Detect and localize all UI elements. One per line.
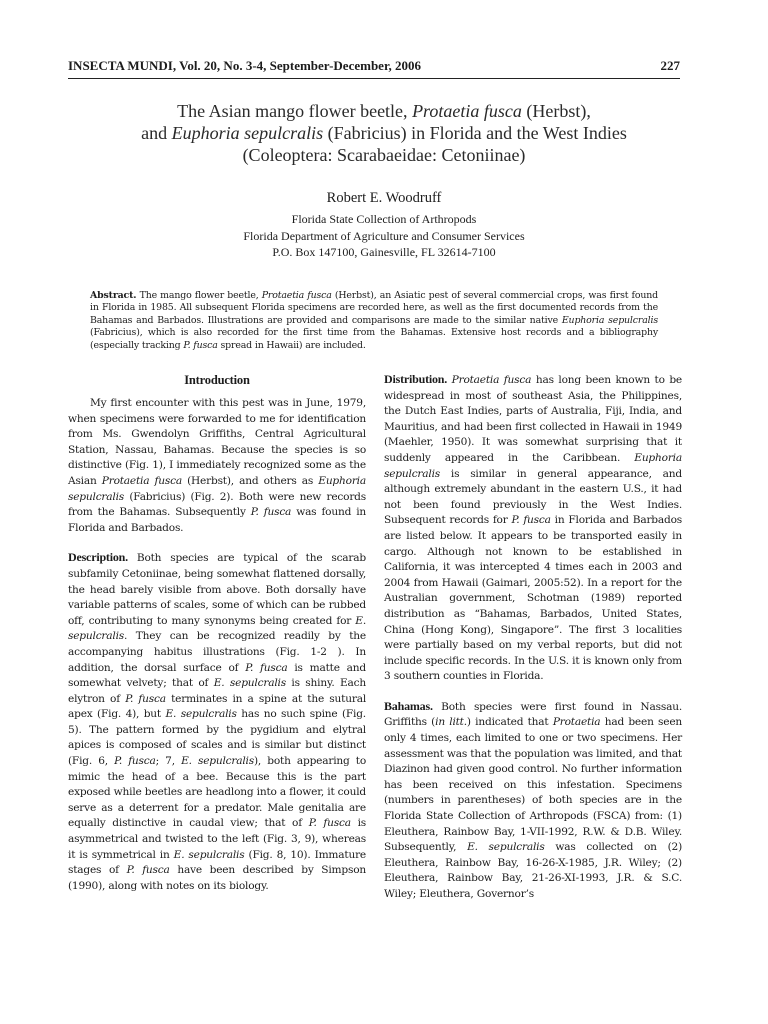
description-paragraph: Description. Both species are typical of the scarab subfamily Cetoniinae, being somewhat flattened dorsally, the head barely visible from above. Both dorsally have variable patterns of scales, some of which can be rubbed off, contributing to many synonyms being created for E. sepulcralis. They can be recognized readily by the accompanying habitus illustrations (Fig. 1-2 ). In addition, the dorsal surface of P. fusca is matte and somewhat velvety; that of E. sepulcralis is shiny. Each elytron of P. fusca terminates in a spine at the sutural apex (Fig. 4), but E. sepulcralis has no such spine (Fig. 5). The pattern formed by the pygidium and elytral apices is composed of scales and is similar but distinct (Fig. 6, P. fusca; 7, E. sepulcralis), both appearing to mimic the head of a bee. Because this is the part exposed while beetles are headlong into a flower, it could serve as a deterrent for a predator. Male genitalia are equally distinctive in caudal view; that of P. fusca is asymmetrical and twisted to the left (Fig. 3, 9), whereas it is symmetrical in E. sepulcralis (Fig. 8, 10). Immature stages of P. fusca have been described by Simpson (1990), along with notes on its biology. (68, 550, 367, 892)
title-line-3: (Coleoptera: Scarabaeidae: Cetoniinae) (242, 145, 526, 165)
affiliation-line-1: Florida State Collection of Arthropods (291, 212, 477, 226)
title-line-2: and Euphoria sepulcralis (Fabricius) in Florida and the West Indies (141, 123, 627, 143)
abstract-label: Abstract. (90, 290, 137, 301)
right-column (384, 372, 682, 903)
left-column (68, 372, 366, 894)
title-line-1: The Asian mango flower beetle, Protaetia fusca (Herbst), (177, 101, 591, 121)
introduction-heading: Introduction (184, 373, 250, 387)
bahamas-label: Bahamas. (384, 698, 433, 713)
introduction-paragraph: My first encounter with this pest was in June, 1979, when specimens were forwarded to me for identification from Ms. Gwendolyn Griffiths, Central Agricultural Station, Nassau, Bahamas. Because the species is so distinctive (Fig. 1), I immediately recognized some as the Asian Protaetia fusca (Herbst), and others as Euphoria sepulcralis (Fabricius) (Fig. 2). Both were new records from the Bahamas. Subsequently P. fusca was found in Florida and Barbados. (68, 397, 367, 534)
running-header (68, 58, 680, 79)
affiliation-line-3: P.O. Box 147100, Gainesville, FL 32614-7100 (272, 245, 496, 259)
distribution-label: Distribution. (384, 372, 448, 386)
author-name: Robert E. Woodruff (326, 190, 442, 206)
journal-citation: INSECTA MUNDI, Vol. 20, No. 3-4, September-December, 2006 (68, 58, 422, 73)
article-title (60, 100, 708, 166)
bahamas-paragraph: Bahamas. Both species were first found in Nassau. Griffiths (in litt.) indicated that Protaetia had been seen only 4 times, each limited to one or two specimens. Her assessment was that the population was limited, and that Diazinon had given good control. No further information has been received on this infestation. Specimens (numbers in parentheses) of both species are in the Florida State Collection of Arthropods (FSCA) from: (1) Eleuthera, Rainbow Bay, 1-VII-1992, R.W. & D.B. Wiley. Subsequently, E. sepulcralis was collected on (2) Eleuthera, Rainbow Bay, 16-26-X-1985, J.R. Wiley; (2) Eleuthera, Rainbow Bay, 21-26-XI-1993, J.R. & S.C. Wiley; Eleuthera, Governor’s (384, 698, 683, 900)
author-affiliation (60, 211, 708, 261)
page-number: 227 (660, 58, 680, 73)
distribution-paragraph: Distribution. Protaetia fusca has long been known to be widespread in most of southeast Asia, the Philippines, the Dutch East Indies, parts of Australia, Fiji, India, and Mauritius, and had been first collected in Hawaii in 1949 (Maehler, 1950). It was somewhat surprising that it suddenly appeared in the Caribbean. Euphoria sepulcralis is similar in general appearance, and although extremely abundant in the eastern U.S., it had not been found previously in the West Indies. Subsequent records for P. fusca in Florida and Barbados are listed below. It appears to be transported easily in cargo. Although not known to be established in California, it was intercepted 4 times each in 2003 and 2004 from Hawaii (Gaimari, 2005:52). In a report for the Australian government, Schotman (1989) reported distribution as “Bahamas, Barbados, United States, China (Hong Kong), Singapore”. The first 3 localities were partially based on my verbal reports, but did not include specific records. In the U.S. it is known only from 3 southern counties in Florida. (384, 372, 683, 683)
abstract: Abstract. The mango flower beetle, Protaetia fusca (Herbst), an Asiatic pest of several commercial crops, was first found in Florida in 1985. All subsequent Florida specimens are recorded here, as well as the first documented records from the Bahamas and Barbados. Illustrations are provided and comparisons are made to the similar native Euphoria sepulcralis (Fabricius), which is also recorded for the first time from the Bahamas. Extensive host records and a bibliography (especially tracking P. fusca spread in Hawaii) are included. (90, 290, 659, 351)
affiliation-line-2: Florida Department of Agriculture and Consumer Services (243, 228, 525, 243)
description-label: Description. (68, 550, 128, 565)
